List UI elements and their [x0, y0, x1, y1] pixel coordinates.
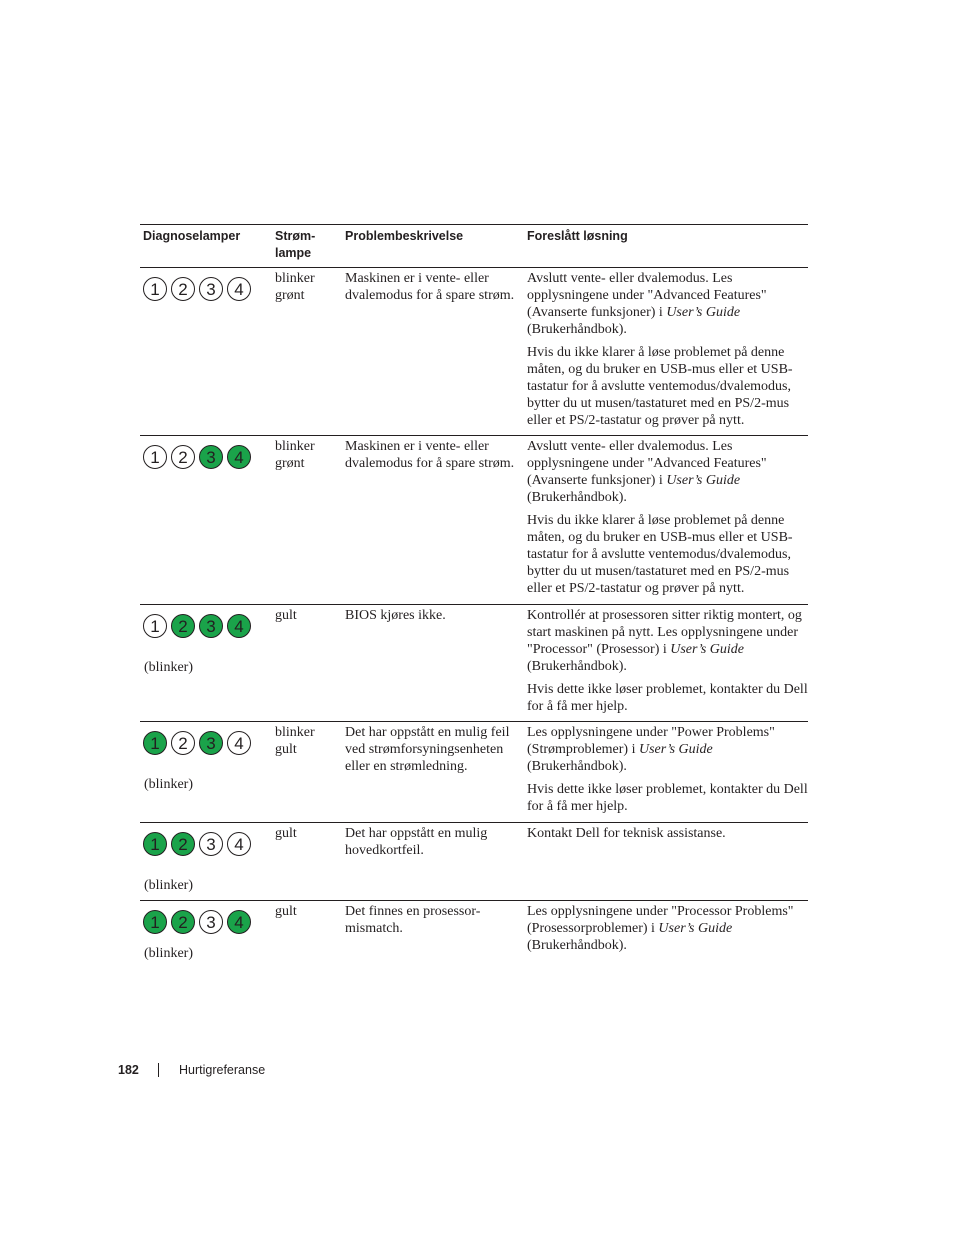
solution-text: Avslutt vente- eller dvalemodus. Les opplysningene under "Advanced Features" (Avanserte funksjoner) i: [527, 271, 767, 320]
suggested-solution: [527, 438, 808, 597]
diagnostic-lights-cell: [143, 438, 268, 469]
header-power-light-line2: lampe: [275, 246, 312, 260]
diagnostic-lights: [143, 277, 268, 301]
suggested-solution: [527, 270, 808, 429]
diagnostic-light-1-off-icon: 1: [143, 445, 167, 469]
diagnostic-light-1-on-icon: 1: [143, 910, 167, 934]
blink-note: (blinker): [144, 660, 193, 675]
users-guide-title: User’s Guide: [666, 305, 741, 320]
users-guide-title: User’s Guide: [658, 921, 733, 936]
solution-text: Avslutt vente- eller dvalemodus. Les opplysningene under "Advanced Features" (Avanserte funksjoner) i: [527, 439, 767, 488]
solution-text-end: (Brukerhåndbok).: [527, 759, 627, 774]
power-light-state: gult: [275, 742, 297, 757]
solution-text: Kontakt Dell for teknisk assistanse.: [527, 826, 726, 841]
diagnostic-light-3-off-icon: 3: [199, 832, 223, 856]
diagnostic-lights-table: [140, 224, 808, 971]
suggested-solution: [527, 825, 808, 842]
power-light-state: grønt: [275, 456, 305, 471]
problem-description: Det har oppstått en mulig hovedkortfeil.: [345, 826, 488, 858]
power-light-state: gult: [275, 608, 297, 623]
diagnostic-light-3-off-icon: 3: [199, 910, 223, 934]
table-row: [140, 605, 808, 722]
table-row: [140, 901, 808, 971]
diagnostic-light-2-off-icon: 2: [171, 731, 195, 755]
diagnostic-light-4-on-icon: 4: [227, 445, 251, 469]
users-guide-title: User’s Guide: [666, 473, 741, 488]
header-suggested-solution: Foreslått løsning: [527, 229, 628, 243]
diagnostic-light-4-off-icon: 4: [227, 832, 251, 856]
solution-paragraph: [527, 724, 808, 775]
power-light-state: blinker: [275, 439, 315, 454]
power-light-cell: [275, 438, 335, 472]
power-light-state: gult: [275, 826, 297, 841]
diagnostic-light-1-off-icon: 1: [143, 614, 167, 638]
power-light-cell: [275, 825, 335, 842]
diagnostic-light-4-off-icon: 4: [227, 731, 251, 755]
table-row: [140, 268, 808, 436]
diagnostic-light-2-off-icon: 2: [171, 445, 195, 469]
solution-text-end: (Brukerhåndbok).: [527, 659, 627, 674]
diagnostic-lights-cell: [143, 825, 268, 856]
diagnostic-light-2-on-icon: 2: [171, 614, 195, 638]
table-row: [140, 436, 808, 605]
problem-description: Det finnes en prosessor-mismatch.: [345, 904, 481, 936]
diagnostic-light-3-on-icon: 3: [199, 614, 223, 638]
suggested-solution: [527, 903, 808, 954]
diagnostic-light-1-on-icon: 1: [143, 731, 167, 755]
table-header-row: [140, 225, 808, 268]
solution-paragraph: [527, 512, 808, 597]
problem-description: Maskinen er i vente- eller dvalemodus for å spare strøm.: [345, 439, 515, 471]
solution-paragraph: [527, 270, 808, 338]
diagnostic-light-4-on-icon: 4: [227, 910, 251, 934]
table-row: [140, 823, 808, 901]
power-light-cell: [275, 903, 335, 920]
header-problem-description: Problembeskrivelse: [345, 229, 464, 243]
table-row: [140, 722, 808, 823]
users-guide-title: User’s Guide: [638, 742, 713, 757]
solution-paragraph: [527, 903, 808, 954]
diagnostic-lights: [143, 832, 268, 856]
solution-text: Les opplysningene under "Processor Problems" (Prosessorproblemer) i: [527, 904, 794, 936]
power-light-state: grønt: [275, 288, 305, 303]
blink-note: (blinker): [144, 878, 193, 893]
diagnostic-light-1-off-icon: 1: [143, 277, 167, 301]
solution-text: Hvis dette ikke løser problemet, kontakter du Dell for å få mer hjelp.: [527, 782, 808, 814]
footer-separator: [158, 1063, 159, 1077]
suggested-solution: [527, 607, 808, 715]
blink-note: (blinker): [144, 946, 193, 961]
solution-text: Kontrollér at prosessoren sitter riktig montert, og start maskinen på nytt. Les opplysningene under "Processor" (Prosessor) i: [527, 608, 802, 657]
diagnostic-light-4-on-icon: 4: [227, 614, 251, 638]
diagnostic-light-2-off-icon: 2: [171, 277, 195, 301]
problem-description: Maskinen er i vente- eller dvalemodus for å spare strøm.: [345, 271, 515, 303]
diagnostic-light-2-on-icon: 2: [171, 832, 195, 856]
solution-paragraph: [527, 344, 808, 429]
solution-text-end: (Brukerhåndbok).: [527, 938, 627, 953]
power-light-cell: [275, 270, 335, 304]
diagnostic-light-3-on-icon: 3: [199, 731, 223, 755]
power-light-state: gult: [275, 904, 297, 919]
solution-paragraph: [527, 607, 808, 675]
solution-text: Hvis dette ikke løser problemet, kontakter du Dell for å få mer hjelp.: [527, 682, 808, 714]
diagnostic-lights-cell: [143, 607, 268, 638]
problem-description: BIOS kjøres ikke.: [345, 608, 446, 623]
section-title: Hurtigreferanse: [179, 1063, 266, 1077]
diagnostic-lights-cell: [143, 903, 268, 934]
page-number: 182: [118, 1063, 139, 1077]
power-light-cell: [275, 607, 335, 624]
diagnostic-light-4-off-icon: 4: [227, 277, 251, 301]
solution-text: Hvis du ikke klarer å løse problemet på denne måten, og du bruker en USB-mus eller et USB-tastatur for å avslutte ventemodus/dvalemodus, bytter du ut musen/tastaturet med en PS/2-mus eller et PS/2-tastatur og prøver på nytt.: [527, 513, 793, 596]
power-light-cell: [275, 724, 335, 758]
solution-text: Les opplysningene under "Power Problems" (Strømproblemer) i: [527, 725, 775, 757]
power-light-state: blinker: [275, 271, 315, 286]
solution-paragraph: [527, 825, 808, 842]
suggested-solution: [527, 724, 808, 815]
solution-text-end: (Brukerhåndbok).: [527, 490, 627, 505]
diagnostic-lights-cell: [143, 270, 268, 301]
diagnostic-light-1-on-icon: 1: [143, 832, 167, 856]
diagnostic-light-2-on-icon: 2: [171, 910, 195, 934]
blink-note: (blinker): [144, 777, 193, 792]
header-diagnostic-lights: Diagnoselamper: [143, 229, 241, 243]
diagnostic-light-3-on-icon: 3: [199, 445, 223, 469]
power-light-state: blinker: [275, 725, 315, 740]
diagnostic-lights: [143, 445, 268, 469]
diagnostic-lights: [143, 910, 268, 934]
solution-paragraph: [527, 681, 808, 715]
diagnostic-lights: [143, 614, 268, 638]
problem-description: Det har oppstått en mulig feil ved strømforsyningsenheten eller en strømledning.: [345, 725, 510, 774]
diagnostic-lights-cell: [143, 724, 268, 755]
diagnostic-lights: [143, 731, 268, 755]
diagnostic-light-3-off-icon: 3: [199, 277, 223, 301]
header-power-light-line1: Strøm-: [275, 229, 316, 243]
solution-text: Hvis du ikke klarer å løse problemet på denne måten, og du bruker en USB-mus eller et USB-tastatur for å avslutte ventemodus/dvalemodus, bytter du ut musen/tastaturet med en PS/2-mus eller et PS/2-tastatur og prøver på nytt.: [527, 345, 793, 428]
users-guide-title: User’s Guide: [670, 642, 745, 657]
solution-paragraph: [527, 438, 808, 506]
header-power-light: [275, 228, 315, 262]
solution-paragraph: [527, 781, 808, 815]
solution-text-end: (Brukerhåndbok).: [527, 322, 627, 337]
